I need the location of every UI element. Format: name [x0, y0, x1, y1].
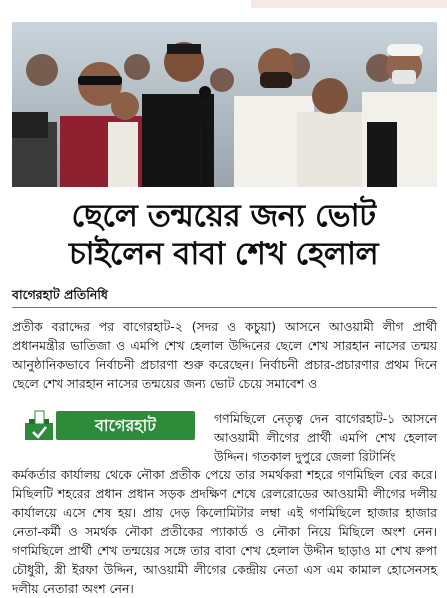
top-color-tag — [251, 0, 447, 8]
place-tag — [24, 409, 195, 442]
headline — [0, 197, 447, 273]
rally-photo-illustration — [12, 22, 437, 187]
article-paragraph-side: গণমিছিলে নেতৃত্ব দেন বাগেরহাট-১ আসনে আওয়ামী লীগের প্রার্থী এমপি শেখ হেলাল উদ্দিন। গতকাল দুপুরে জেলা রিটার্নিং — [214, 411, 437, 464]
headline-line-2: চাইলেন বাবা শেখ হেলাল — [68, 236, 379, 272]
article-paragraph-top: প্রতীক বরাদ্দের পর বাগেরহাট-২ (সদর ও কচুয়া) আসনে আওয়ামী লীগ প্রার্থী প্রধানমন্ত্রীর ভাতিজা ও এমপি শেখ হেলাল উদ্দিনের ছেলে শেখ সারহান নাসের তন্ময় আনুষ্ঠানিকভাবে নির্বাচনী প্রচারণা শুরু করেছেন। নির্বাচনী প্রচার-প্রচারণার প্রথম দিনে ছেলে শেখ সারহান নাসের তন্ময়ের জন্য ভোট চেয়ে সমাবেশ ও — [12, 319, 437, 391]
headline-line-1: ছেলে তন্ময়ের জন্য ভোট — [71, 198, 376, 234]
top-strip — [0, 0, 447, 22]
place-tag-label: বাগেরহাট — [56, 411, 195, 440]
byline: বাগেরহাট প্রতিনিধি — [12, 287, 108, 302]
byline-divider — [12, 307, 437, 308]
news-photo — [12, 22, 437, 187]
article-paragraph-bottom: কর্মকর্তার কার্যালয় থেকে নৌকা প্রতীক পেয়ে তার সমর্থকরা শহরে গণমিছিল বের করে। মিছিলটি শহরের প্রধান প্রধান সড়ক প্রদক্ষিণ শেষে রেলরোডের আওয়ামী লীগের দলীয় কার্যালয়ে এসে শেষ হয়। প্রায় দেড় কিলোমিটার লম্বা এই গণমিছিলে হাজার হাজার নেতা-কর্মী ও সমর্থক নৌকা প্রতীকের প্যাকার্ড ও নৌকা নিয়ে মিছিলে অংশ নেন। গণমিছিলে প্রার্থী শেখ তন্ময়ের সঙ্গে তার বাবা শেখ হেলাল উদ্দীন ছাড়াও মা শেখ রুপা চৌধুরী, স্ত্রী ইরফা উদ্দিন, আওয়ামী লীগের কেন্দ্রীয় নেতা এস এম কামাল হোসেনসহ দলীয় নেতারা অংশ নেন। — [12, 467, 437, 596]
ballot-box-icon — [24, 410, 54, 441]
